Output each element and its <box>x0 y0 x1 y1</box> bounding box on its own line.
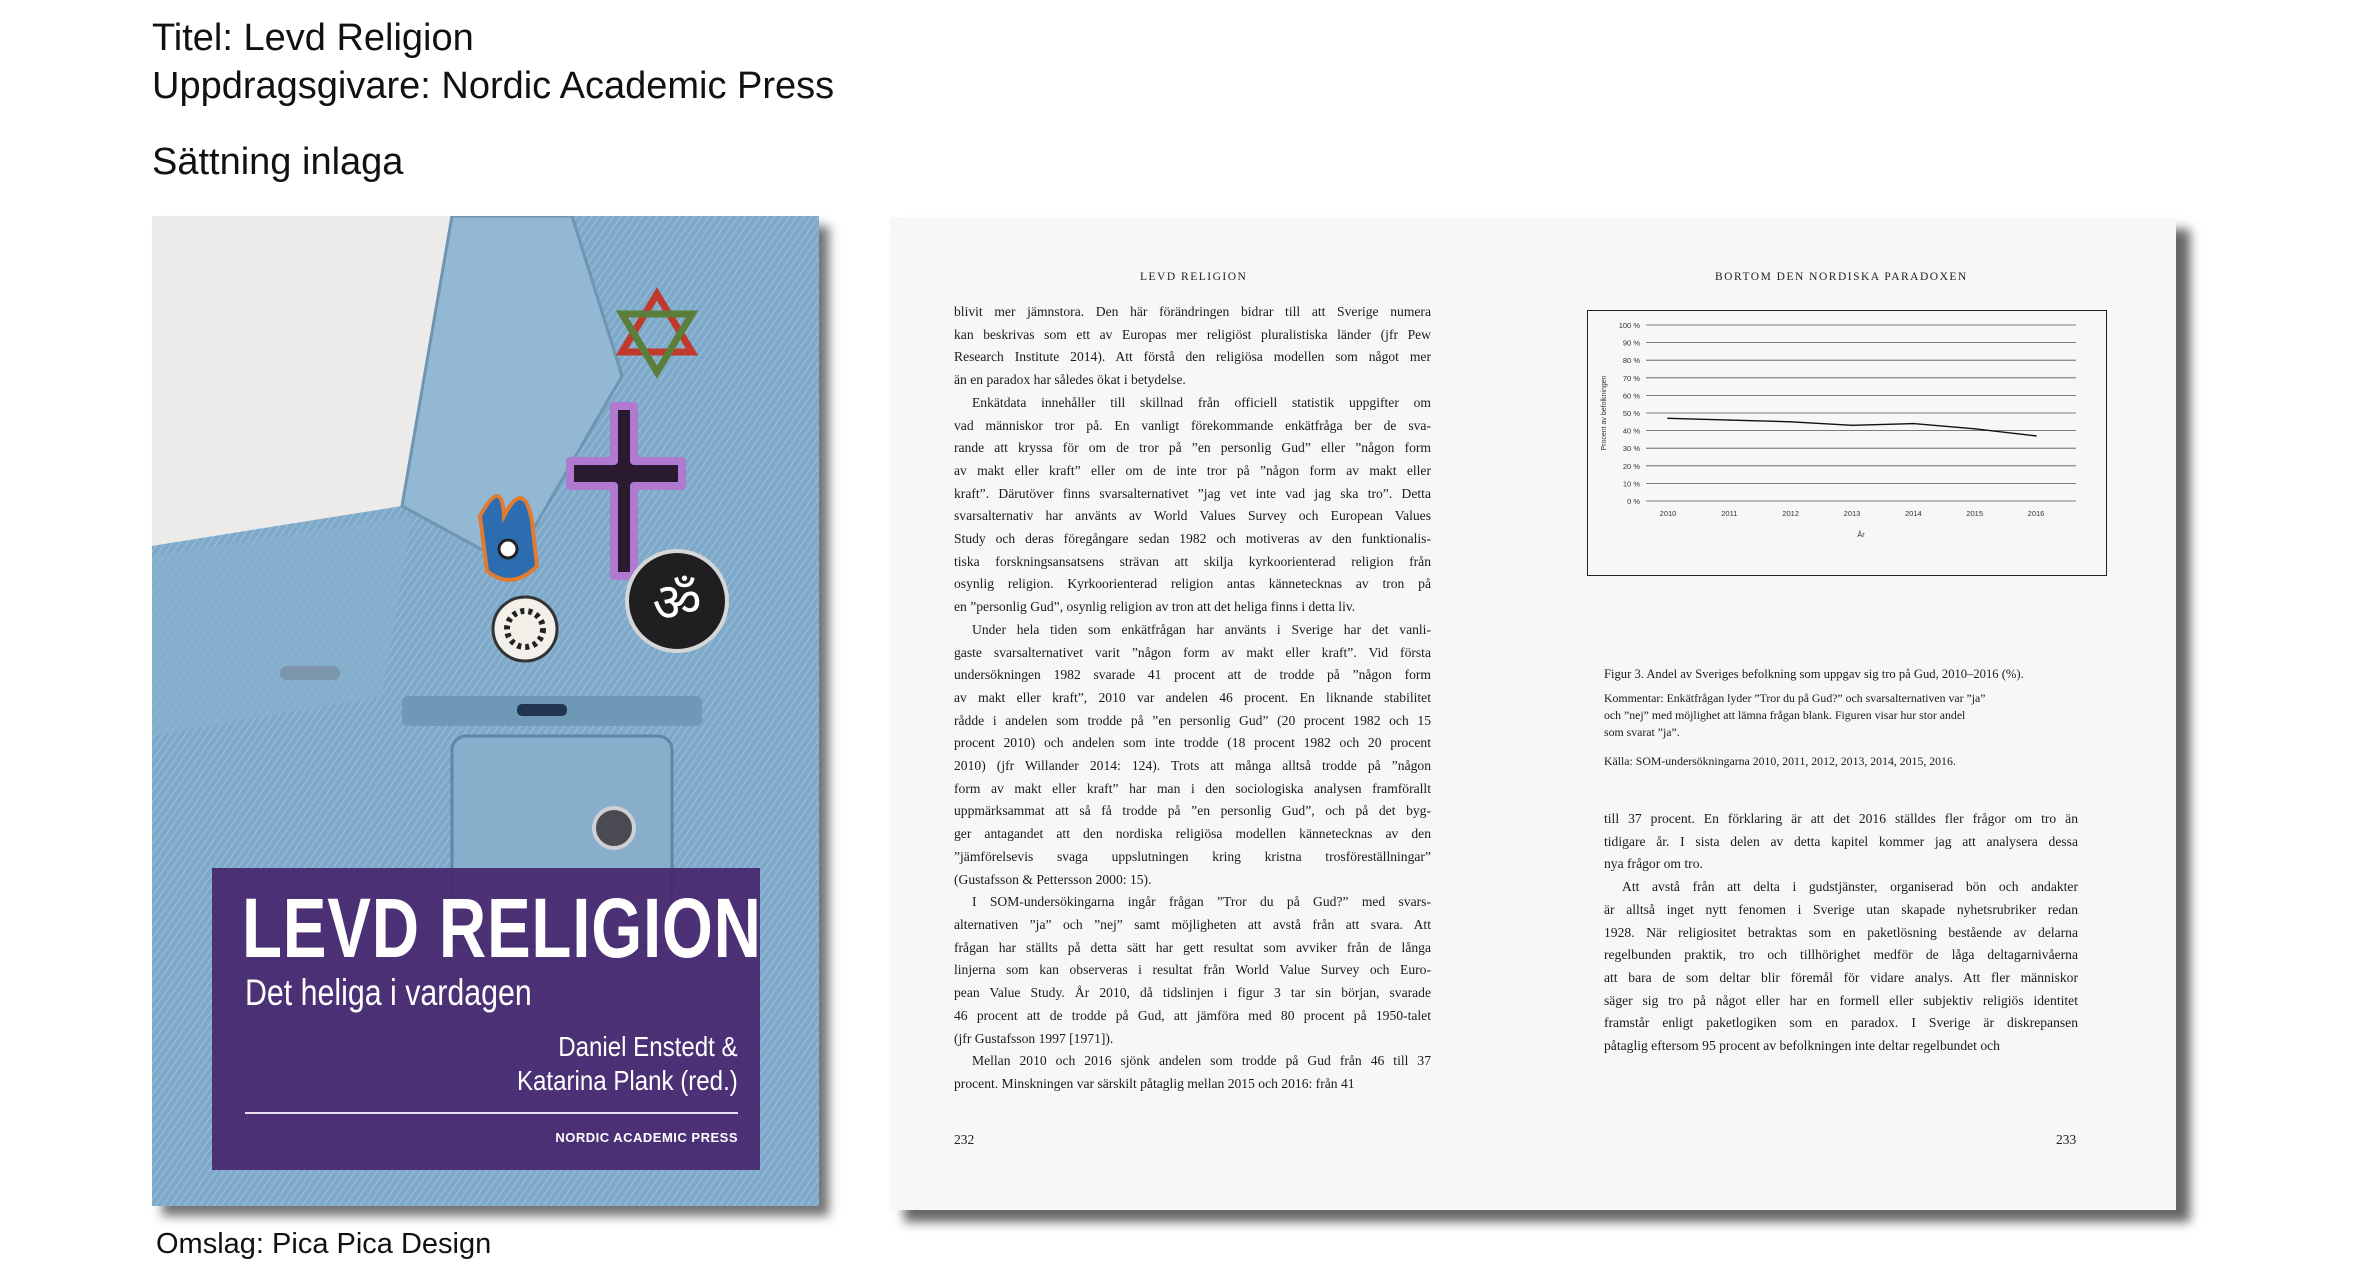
y-axis-label: Procent av befolkningen <box>1601 375 1608 451</box>
text-line: Enkätdata innehåller till skillnad från officiell statistik uppgifter om <box>972 394 1431 410</box>
x-tick-label: 2014 <box>1904 509 1922 518</box>
text-line: ger antagandet att den nordiska religiösa modellen kännetecknas av den <box>954 826 1431 842</box>
text-line: form av makt eller kraft” har man i den sociologiska analysen framförallt <box>954 780 1431 796</box>
figure-comment-line: och ”nej” med möjlighet att lämna frågan blank. Figuren visar hur stor andel <box>1604 708 1966 722</box>
y-tick-label: 100 % <box>1618 321 1640 330</box>
text-line: än en paradox har således ökat i betydelse. <box>954 372 1186 388</box>
text-line: pean Value Study. År 2010, då tidslinjen i figur 3 tar sin början, svarade <box>954 985 1431 1001</box>
text-line: Mellan 2010 och 2016 sjönk andelen som trodde på Gud från 46 till 37 <box>972 1053 1431 1069</box>
y-tick-label: 40 % <box>1622 426 1640 436</box>
left-page-body <box>954 301 1431 1096</box>
text-line: blivit mer jämnstora. Den här förändringen bidrar till att Sverige numera <box>954 304 1431 319</box>
text-line: I SOM-undersökingarna ingår frågan ”Tror du på Gud?” med svars- <box>972 894 1431 910</box>
right-page-body <box>1604 808 2078 1058</box>
text-line: tiska forskningsansatsens strävan att skilja kyrkoorienterad religion från <box>954 553 1431 569</box>
svg-text:ॐ: ॐ <box>652 571 702 634</box>
header-client: Uppdragsgivare: Nordic Academic Press <box>152 65 835 107</box>
text-line: Att avstå från att delta i gudstjänster, organiserad bön och andakter <box>1622 879 2078 895</box>
y-tick-label: 20 % <box>1622 461 1640 471</box>
y-tick-label: 80 % <box>1622 356 1640 366</box>
cover-divider <box>245 1112 738 1114</box>
cover-author-line-2: Katarina Plank (red.) <box>517 1065 738 1096</box>
text-line: Under hela tiden som enkätfrågan har använts i Sverige har det vanli- <box>972 621 1431 637</box>
text-line: till 37 procent. En förklaring är att det 2016 ställdes fler frågor om tro än <box>1604 811 2078 826</box>
text-line: 46 procent att de trodde på Gud, att jämföra med 80 procent på 1950-talet <box>954 1007 1431 1023</box>
text-line: 2010) (jfr Willander 2014: 124). Trots att många alltså trodde på ”någon <box>954 758 1431 774</box>
y-tick-label: 70 % <box>1622 373 1640 383</box>
text-line: rande att kryssa för om de tror på ”en personlig Gud” eller ”någon form <box>954 440 1431 456</box>
series-line <box>1668 418 2036 436</box>
text-line: påtaglig eftersom 95 procent av befolkningen inte deltar regelbundet och <box>1604 1038 2000 1054</box>
data-point <box>1790 421 1792 423</box>
text-line: vad människor tror på. En vanligt förekommande enkätfråga ber de sva- <box>954 417 1431 433</box>
book-spread <box>890 217 2176 1210</box>
text-line: gaste svarsalternativet varit ”någon form av makt eller kraft”. Vid första <box>954 644 1431 660</box>
text-line: av makt eller kraft” eller om de inte tror på ”någon form av makt eller <box>954 462 1431 478</box>
x-tick-label: 2011 <box>1721 509 1738 518</box>
data-point <box>1667 417 1669 419</box>
jacket-loop <box>517 704 567 716</box>
text-line: Research Institute 2014). Att förstå den religiösa modellen som något mer <box>954 349 1431 365</box>
figure-comment-line: Kommentar: Enkätfrågan lyder ”Tror du på Gud?” och svarsalternativen var ”ja” <box>1604 691 1986 705</box>
text-line: 1928. När religiositet betraktas som en paketlösning bestående av delarna <box>1604 924 2078 940</box>
y-tick-label: 10 % <box>1622 479 1640 489</box>
data-point <box>2035 435 2037 437</box>
om-pin <box>627 551 727 651</box>
data-point <box>1974 428 1976 430</box>
book-cover <box>152 216 819 1206</box>
cover-publisher: NORDIC ACADEMIC PRESS <box>555 1130 738 1145</box>
body-paragraph <box>954 891 1431 1050</box>
running-head-right: BORTOM DEN NORDISKA PARADOXEN <box>1715 271 1968 283</box>
text-line: att bara de som deltar blir föremål för vidare analys. Att fler människor <box>1604 969 2078 985</box>
text-line: uppmärksammat att så få trodde på ”en personlig Gud”, och på det byg- <box>954 803 1431 819</box>
header-title: Titel: Levd Religion <box>152 17 474 59</box>
text-line: (Gustafsson & Pettersson 2000: 15). <box>954 871 1152 887</box>
hamsa-pin <box>480 496 537 580</box>
text-line: nya frågor om tro. <box>1604 856 1703 872</box>
cover-title: LEVD RELIGION <box>242 881 762 975</box>
text-line: svarsalternativ har använts av World Values Survey och European Values <box>954 508 1431 524</box>
body-paragraph <box>1604 808 2078 876</box>
header-subtitle: Sättning inlaga <box>152 141 404 183</box>
text-line: en ”personlig Gud”, osynlig religion av tron att det heliga finns i detta liv. <box>954 599 1356 615</box>
y-tick-label: 90 % <box>1622 338 1640 348</box>
body-paragraph <box>954 619 1431 891</box>
text-line: procent. Minskningen var särskilt påtaglig mellan 2015 och 2016: från 41 <box>954 1075 1355 1091</box>
text-line: tidigare år. I sista delen av detta kapitel kommer jag att analysera dessa <box>1604 833 2078 849</box>
mandala-pin <box>493 597 557 661</box>
x-tick-label: 2012 <box>1782 509 1800 518</box>
figure-chart <box>1587 310 2107 576</box>
text-line: Study och deras föregångare sedan 1982 och motiveras av den funktionalis- <box>954 531 1431 547</box>
text-line: ”jämförelsevis svaga uppslutningen kring kristna trosföreställningar” <box>954 848 1431 864</box>
page-number-right: 233 <box>2056 1132 2077 1147</box>
line-chart <box>1588 311 2106 575</box>
data-point <box>1913 423 1915 425</box>
figure-source: Källa: SOM-undersökningarna 2010, 2011, 2012, 2013, 2014, 2015, 2016. <box>1604 754 1956 768</box>
text-line: kraft”. Därutöver finns svarsalternativet ”jag vet inte vad jag ska tro”. Detta <box>954 485 1431 501</box>
text-line: alternativen ”ja” och ”nej” samt möjligheten att avstå från att svara. Att <box>954 916 1431 932</box>
body-paragraph <box>1604 876 2078 1058</box>
data-point <box>1851 425 1853 427</box>
text-line: säger sig tro på något eller har en formell eller subjektiv religiös identitet <box>1604 992 2078 1008</box>
x-tick-label: 2013 <box>1843 509 1861 518</box>
jacket-buttonhole <box>280 666 340 680</box>
cover-author-line-1: Daniel Enstedt & <box>558 1031 738 1062</box>
text-line: kan beskrivas som ett av Europas mer religiöst pluralistiska länder (jfr Pew <box>954 326 1431 342</box>
text-line: (jfr Gustafsson 1997 [1971]). <box>954 1030 1114 1046</box>
text-line: regelbunden praktik, tro och tillhörighet medför de låga deltagarnivåerna <box>1604 947 2078 963</box>
x-tick-label: 2010 <box>1659 509 1677 518</box>
jacket-button <box>594 808 634 848</box>
x-tick-label: 2016 <box>2027 509 2045 518</box>
page-number-left: 232 <box>954 1132 975 1147</box>
figure-caption: Figur 3. Andel av Sveriges befolkning som uppgav sig tro på Gud, 2010–2016 (%). <box>1604 667 2024 681</box>
text-line: procent 2010) och andelen som inte trodde (18 procent 1982 och 20 procent <box>954 735 1431 751</box>
text-line: frågan har ställts på detta sätt har gett resultat som avviker från de långa <box>954 939 1431 955</box>
body-paragraph <box>954 301 1431 392</box>
cover-credit: Omslag: Pica Pica Design <box>156 1228 492 1260</box>
text-line: osynlig religion. Kyrkoorienterad religion antas kännetecknas av tron på <box>954 576 1431 592</box>
figure-comment-line: som svarat ”ja”. <box>1604 725 1680 739</box>
y-tick-label: 50 % <box>1622 409 1640 418</box>
text-line: framstår enligt paketlogiken som en paradox. I Sverige är diskrepansen <box>1604 1015 2078 1031</box>
y-tick-label: 60 % <box>1622 391 1640 401</box>
cover-title-band <box>212 868 760 1170</box>
text-line: är alltså inget nytt fenomen i Sverige utan skapade nyhetsrubriker redan <box>1604 901 2078 917</box>
running-head-left: LEVD RELIGION <box>1140 271 1248 283</box>
text-line: av makt eller kraft”, 2010 var andelen 46 procent. En liknande stabilitet <box>954 689 1431 705</box>
body-paragraph <box>954 392 1431 619</box>
cover-subtitle: Det heliga i vardagen <box>245 972 532 1013</box>
x-tick-label: 2015 <box>1966 509 1984 518</box>
text-line: rådde i andelen som trodde på ”en personlig Gud” (20 procent 1982 och 15 <box>954 712 1431 728</box>
data-point <box>1729 419 1731 421</box>
y-tick-label: 30 % <box>1622 444 1640 454</box>
y-tick-label: 0 % <box>1627 497 1640 506</box>
body-paragraph <box>954 1050 1431 1095</box>
text-line: linjerna som kan observeras i resultat från World Value Survey och Euro- <box>954 962 1431 978</box>
x-axis-label: År <box>1857 530 1865 539</box>
text-line: undersökningen 1982 svarade 41 procent att de trodde på ”någon form <box>954 667 1431 683</box>
